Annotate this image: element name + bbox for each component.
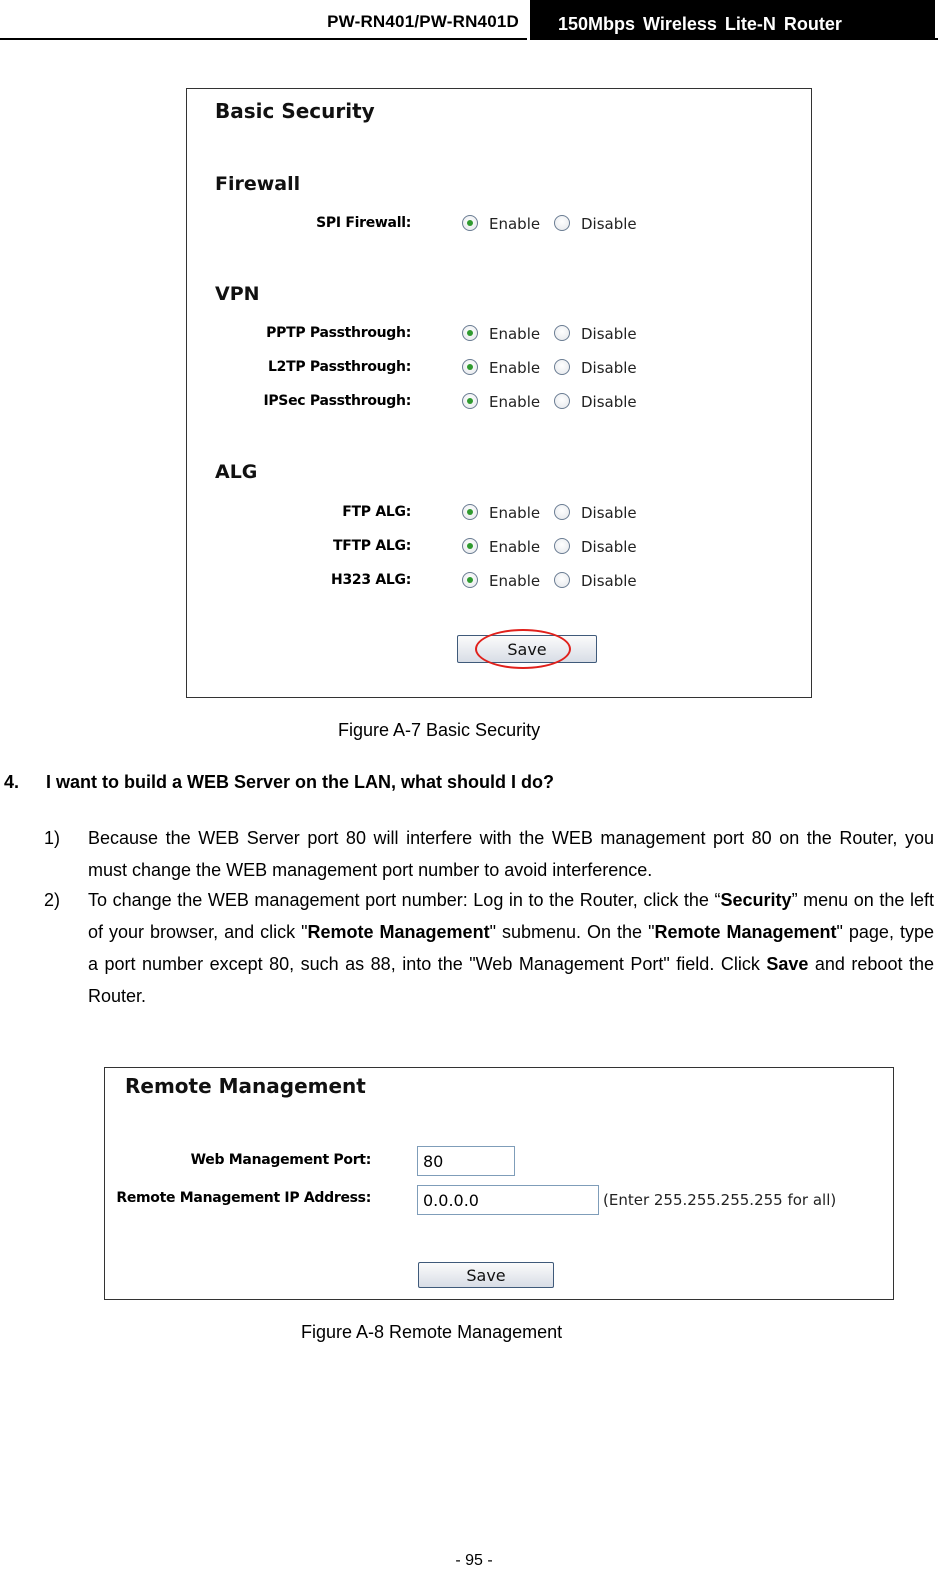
- question-number: 4.: [4, 772, 20, 792]
- step-text-run: " submenu. On the ": [489, 922, 655, 942]
- enable-label: Enable: [489, 359, 541, 377]
- option-label: L2TP Passthrough:: [268, 359, 411, 375]
- disable-label: Disable: [581, 359, 637, 377]
- option-label: FTP ALG:: [342, 504, 411, 520]
- step-text: [88, 884, 934, 1012]
- disable-label: Disable: [581, 325, 637, 343]
- header-model: PW-RN401/PW-RN401D: [327, 12, 519, 31]
- remote-management-screenshot: [104, 1067, 894, 1300]
- option-label: TFTP ALG:: [333, 538, 411, 554]
- step-text-run: and reboot the Router.: [88, 954, 934, 1006]
- step-text-run: ” menu on the left of your browser, and click ": [88, 890, 934, 942]
- enable-radio[interactable]: [462, 504, 478, 520]
- option-row: [187, 357, 811, 379]
- web-management-port-label: Web Management Port:: [190, 1152, 371, 1168]
- web-management-port-input[interactable]: [417, 1146, 515, 1176]
- option-label: H323 ALG:: [331, 572, 411, 588]
- disable-label: Disable: [581, 504, 637, 522]
- firewall-heading: Firewall: [215, 173, 301, 195]
- remote-management-ip-label: Remote Management IP Address:: [116, 1190, 371, 1206]
- enable-label: Enable: [489, 572, 541, 590]
- step-emphasis: Save: [766, 954, 809, 974]
- enable-radio[interactable]: [462, 538, 478, 554]
- remote-management-title: Remote Management: [125, 1074, 366, 1098]
- header-model-bar: [0, 0, 527, 40]
- option-label: IPSec Passthrough:: [263, 393, 411, 409]
- step-text-run: To change the WEB management port number: Log in to the Router, click the “: [88, 890, 721, 910]
- step-emphasis: Remote Management: [654, 922, 837, 942]
- enable-radio[interactable]: [462, 325, 478, 341]
- step-text-run: " page, type a port number except 80, such as 88, into the "Web Management Port" field. Click: [88, 922, 934, 974]
- disable-radio[interactable]: [554, 538, 570, 554]
- option-label: PPTP Passthrough:: [266, 325, 411, 341]
- disable-radio[interactable]: [554, 325, 570, 341]
- remote-management-ip-input[interactable]: [417, 1185, 599, 1215]
- option-label: SPI Firewall:: [316, 215, 411, 231]
- option-row: [187, 570, 811, 592]
- header-title-bar: [530, 0, 935, 40]
- step-1: [44, 822, 934, 886]
- option-row: [187, 213, 811, 235]
- page-number: - 95 -: [455, 1552, 493, 1569]
- enable-label: Enable: [489, 538, 541, 556]
- option-row: [187, 502, 811, 524]
- disable-radio[interactable]: [554, 215, 570, 231]
- enable-radio[interactable]: [462, 572, 478, 588]
- header-title: 150Mbps Wireless Lite-N Router: [558, 14, 842, 34]
- enable-label: Enable: [489, 215, 541, 233]
- basic-security-title: Basic Security: [215, 99, 375, 123]
- remote-management-save-button[interactable]: Save: [418, 1262, 554, 1288]
- save-highlight-circle: [475, 629, 571, 669]
- option-row: [187, 391, 811, 413]
- option-row: [187, 536, 811, 558]
- disable-label: Disable: [581, 572, 637, 590]
- header-end-rule: [935, 0, 938, 40]
- step-number: 1): [44, 828, 61, 848]
- question: [4, 772, 554, 793]
- step-emphasis: Security: [720, 890, 792, 910]
- figure-a7-caption: Figure A-7 Basic Security: [338, 720, 541, 740]
- step-text-run: Because the WEB Server port 80 will interfere with the WEB management port 80 on the Router, you must change the WEB management port number to avoid interference.: [88, 828, 934, 880]
- alg-heading: ALG: [215, 461, 258, 483]
- enable-radio[interactable]: [462, 215, 478, 231]
- enable-radio[interactable]: [462, 393, 478, 409]
- disable-label: Disable: [581, 538, 637, 556]
- disable-label: Disable: [581, 215, 637, 233]
- remote-management-ip-hint: (Enter 255.255.255.255 for all): [603, 1191, 837, 1209]
- question-text: I want to build a WEB Server on the LAN, what should I do?: [46, 772, 555, 792]
- enable-label: Enable: [489, 393, 541, 411]
- basic-security-save-button[interactable]: Save: [457, 635, 597, 663]
- step-text: [88, 822, 934, 886]
- step-number: 2): [44, 890, 61, 910]
- disable-radio[interactable]: [554, 504, 570, 520]
- enable-label: Enable: [489, 504, 541, 522]
- step-emphasis: Remote Management: [307, 922, 490, 942]
- disable-radio[interactable]: [554, 393, 570, 409]
- disable-label: Disable: [581, 393, 637, 411]
- option-row: [187, 323, 811, 345]
- enable-radio[interactable]: [462, 359, 478, 375]
- disable-radio[interactable]: [554, 572, 570, 588]
- figure-a8-caption: Figure A-8 Remote Management: [301, 1322, 563, 1342]
- vpn-heading: VPN: [215, 283, 260, 305]
- disable-radio[interactable]: [554, 359, 570, 375]
- basic-security-screenshot: [186, 88, 812, 698]
- enable-label: Enable: [489, 325, 541, 343]
- step-2: [44, 884, 934, 1012]
